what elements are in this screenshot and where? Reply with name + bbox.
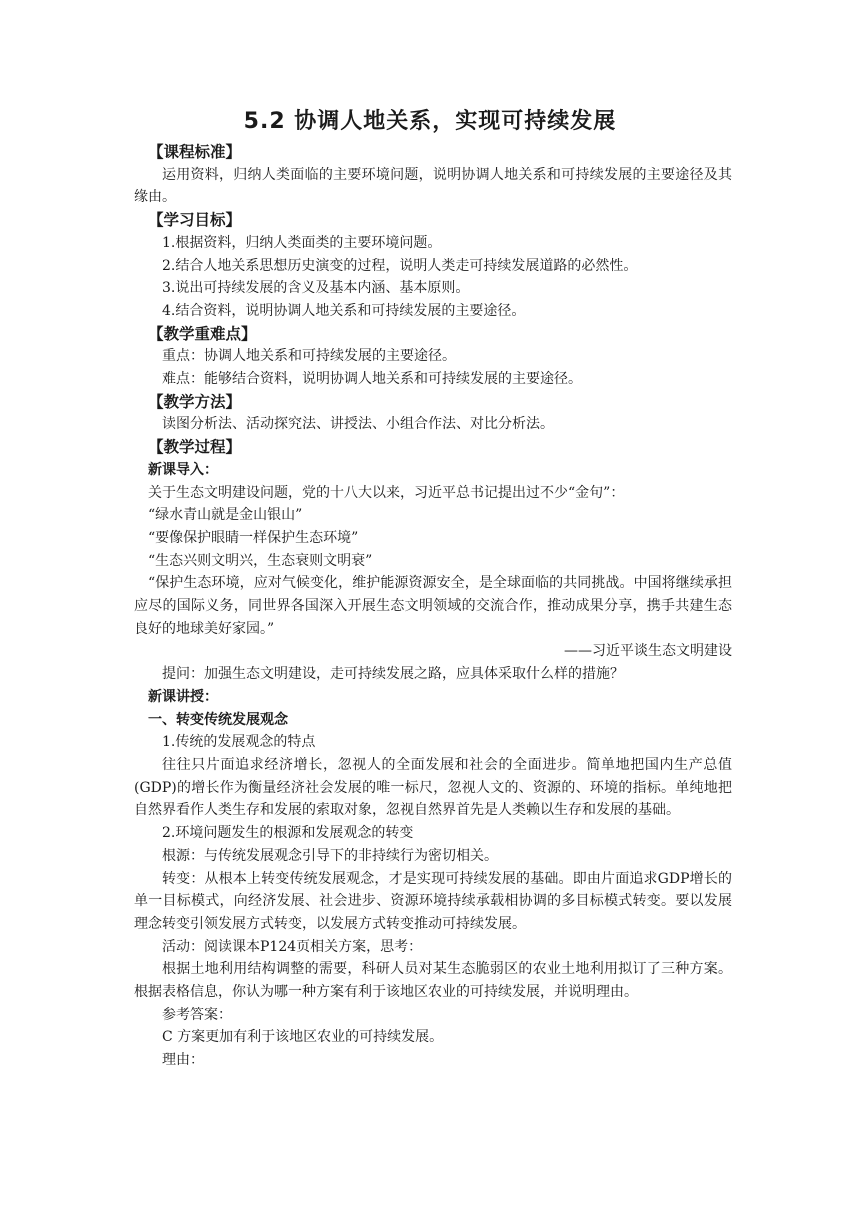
document-title: 5.2 协调人地关系，实现可持续发展 xyxy=(243,109,617,134)
section-heading-standard: 【课程标准】 xyxy=(148,143,242,161)
goal-item: 1.根据资料，归纳人类面类的主要环境问题。 xyxy=(162,234,442,251)
answer-text: C 方案更加有利于该地区农业的可持续发展。 xyxy=(162,1029,444,1046)
lecture-label: 新课讲授： xyxy=(148,688,218,705)
section-heading-methods: 【教学方法】 xyxy=(148,392,242,411)
activity-text: 根据土地利用结构调整的需要，科研人员对某生态脆弱区的农业土地利用拟订了三种方案。根据表格信息，你认为哪一种方案有利于该地区农业的可持续发展，并说明理由。 xyxy=(134,961,732,1001)
quote-line: “生态兴则文明兴，生态衰则文明衰” xyxy=(148,552,373,569)
difficulty-point: 难点：能够结合资料，说明协调人地关系和可持续发展的主要途径。 xyxy=(162,371,582,388)
quote-source: ——习近平谈生态文明建设 xyxy=(564,643,732,660)
section-heading-keypoints: 【教学重难点】 xyxy=(148,324,257,343)
subheading-1: 1.传统的发展观念的特点 xyxy=(162,734,316,751)
subheading-2: 2.环境问题发生的根源和发展观念的转变 xyxy=(162,825,414,842)
standard-text: 运用资料，归纳人类面临的主要环境问题，说明协调人地关系和可持续发展的主要途径及其缘由。 xyxy=(134,166,732,206)
answer-label: 参考答案： xyxy=(162,1006,232,1023)
intro-label: 新课导入： xyxy=(148,461,218,478)
key-point: 重点：协调人地关系和可持续发展的主要途径。 xyxy=(162,348,456,365)
quote-line: “要像保护眼睛一样保护生态环境” xyxy=(148,529,359,546)
change-text: 转变：从根本上转变传统发展观念，才是实现可持续发展的基础。即由片面追求GDP增长的单一目标模式，向经济发展、社会进步、资源环境持续承载相协调的多目标模式转变。要以发展理念转变引领发展方式转变，以发展方式转变推动可持续发展。 xyxy=(134,870,732,932)
goal-item: 2.结合人地关系思想历史演变的过程，说明人类走可持续发展道路的必然性。 xyxy=(162,257,638,274)
question-text: 提问：加强生态文明建设，走可持续发展之路，应具体采取什么样的措施？ xyxy=(162,666,624,683)
goal-item: 3.说出可持续发展的含义及基本内涵、基本原则。 xyxy=(162,280,470,297)
section-heading-goals: 【学习目标】 xyxy=(148,211,242,230)
activity-prompt: 活动：阅读课本P124页相关方案，思考： xyxy=(162,938,423,955)
quote-line: “绿水青山就是金山银山” xyxy=(148,507,303,524)
document-body xyxy=(134,141,732,1072)
methods-text: 读图分析法、活动探究法、讲授法、小组合作法、对比分析法。 xyxy=(162,416,554,433)
part1-title: 一、转变传统发展观念 xyxy=(148,711,288,728)
section-heading-process: 【教学过程】 xyxy=(148,438,242,457)
goal-item: 4.结合资料，说明协调人地关系和可持续发展的主要途径。 xyxy=(162,302,526,319)
intro-text: 关于生态文明建设问题，党的十八大以来，习近平总书记提出过不少“金句”： xyxy=(148,484,625,501)
reason-label: 理由： xyxy=(162,1052,204,1069)
root-cause-text: 根源：与传统发展观念引导下的非持续行为密切相关。 xyxy=(162,847,498,864)
subheading-1-text: 往往只片面追求经济增长，忽视人的全面发展和社会的全面进步。简单地把国内生产总值(GDP)的增长作为衡量经济社会发展的唯一标尺，忽视人文的、资源的、环境的指标。单纯地把自然界看作人类生存和发展的索取对象，忽视自然界首先是人类赖以生存和发展的基础。 xyxy=(134,756,732,819)
long-quote: “保护生态环境，应对气候变化，维护能源资源安全，是全球面临的共同挑战。中国将继续承担应尽的国际义务，同世界各国深入开展生态文明领域的交流合作，推动成果分享，携手共建生态良好的地球美好家园。” xyxy=(134,575,732,637)
